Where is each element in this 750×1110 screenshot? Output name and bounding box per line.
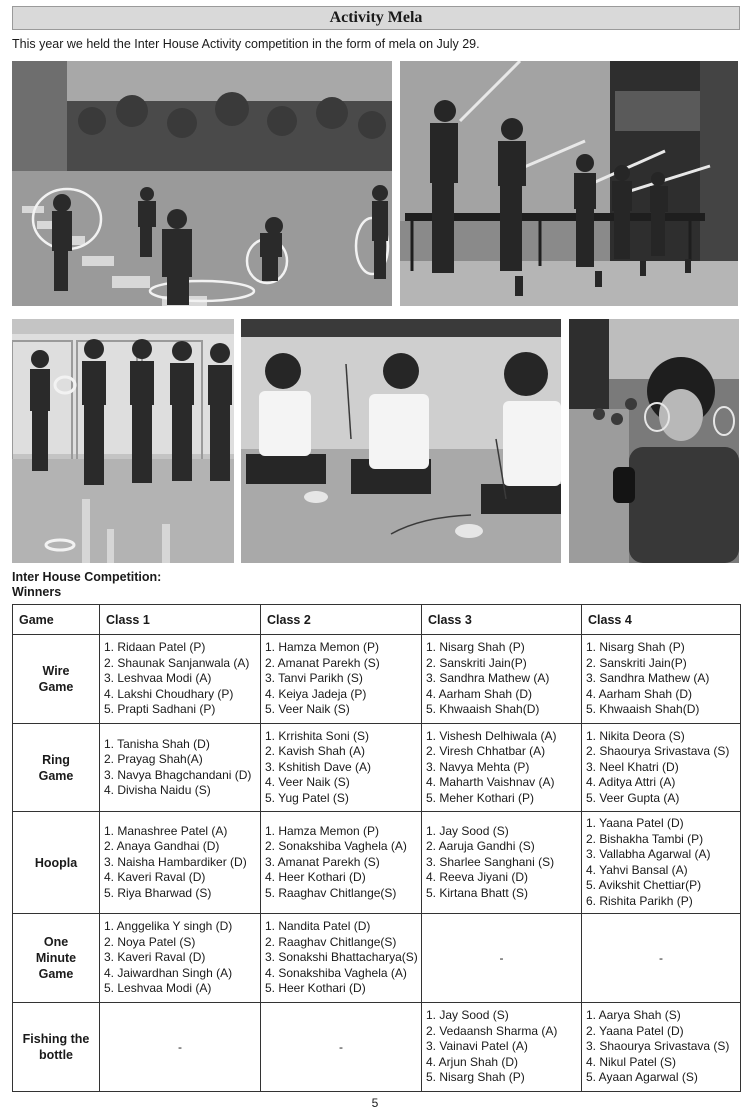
winner-entry: 3. Sonakshi Bhattacharya(S) — [265, 950, 418, 965]
title-bar — [12, 6, 740, 30]
winner-entry: 1. Nikita Deora (S) — [586, 728, 685, 743]
winner-entry: 5. Leshvaa Modi (A) — [104, 981, 212, 996]
winners-cell — [261, 635, 422, 724]
winner-entry: 3. Amanat Parekh (S) — [265, 854, 380, 869]
winner-entry: 2. Sonakshiba Vaghela (A) — [265, 839, 407, 854]
winner-entry: 6. Rishita Parikh (P) — [586, 893, 693, 908]
winners-list — [586, 1008, 740, 1086]
winner-entry: 3. Navya Mehta (P) — [426, 759, 530, 774]
winner-entry: 4. Divisha Naidu (S) — [104, 783, 211, 797]
winner-entry: 2. Amanat Parekh (S) — [265, 655, 380, 670]
winners-list — [265, 729, 421, 807]
winner-entry: 4. Aarham Shah (D) — [586, 686, 693, 701]
winner-entry: 5. Khwaaish Shah(D) — [586, 702, 700, 717]
winner-entry: 1. Hamza Memon (P) — [265, 640, 380, 655]
winners-list — [426, 729, 581, 807]
winner-entry: 3. Navya Bhagchandani (D) — [104, 767, 252, 782]
winner-entry: 2. Shaunak Sanjanwala (A) — [104, 655, 250, 670]
winner-entry: 2. Prayag Shah(A) — [104, 752, 203, 766]
winner-entry: 5. Khwaaish Shah(D) — [426, 702, 540, 717]
winner-entry: 4. Kaveri Raval (D) — [104, 870, 206, 885]
table-header-row — [13, 605, 741, 635]
winner-entry: 1. Manashree Patel (A) — [104, 823, 228, 838]
winner-entry: 4. Heer Kothari (D) — [265, 870, 366, 885]
winner-entry: 1. Aarya Shah (S) — [586, 1008, 681, 1023]
winner-entry: 1. Nandita Patel (D) — [265, 919, 371, 934]
photo-hula-hoops — [12, 61, 392, 306]
winner-entry: 4. Reeva Jiyani (D) — [426, 870, 529, 885]
winner-entry: 5. Heer Kothari (D) — [265, 981, 366, 996]
empty-cell: - — [582, 914, 741, 1003]
winner-entry: 3. Kaveri Raval (D) — [104, 950, 206, 965]
winners-list — [265, 640, 421, 718]
winner-entry: 2. Kavish Shah (A) — [265, 744, 366, 759]
winner-entry: 5. Veer Gupta (A) — [586, 790, 680, 805]
photo-wire-game — [569, 319, 739, 563]
empty-cell: - — [100, 1003, 261, 1092]
winners-cell — [100, 812, 261, 914]
winner-entry: 2. Viresh Chhatbar (A) — [426, 744, 546, 759]
competition-title: Inter House Competition: — [12, 570, 162, 584]
table-row — [13, 1003, 741, 1092]
game-name — [13, 812, 100, 914]
winner-entry: 5. Kirtana Bhatt (S) — [426, 885, 529, 900]
winner-entry: 3. Sharlee Sanghani (S) — [426, 854, 555, 869]
winners-cell — [582, 724, 741, 812]
winners-cell — [261, 724, 422, 812]
table-row — [13, 914, 741, 1003]
winner-entry: 3. Sandhra Mathew (A) — [586, 671, 710, 686]
winners-list — [104, 737, 260, 799]
winner-entry: 5. Avikshit Chettiar(P) — [586, 878, 702, 892]
winner-entry: 5. Yug Patel (S) — [265, 790, 349, 805]
winner-entry: 4. Nikul Patel (S) — [586, 1054, 677, 1069]
game-label: Wire Game — [38, 664, 74, 694]
winners-cell — [422, 1003, 582, 1092]
winner-entry: 2. Vedaansh Sharma (A) — [426, 1023, 558, 1038]
winner-entry: 3. Kshitish Dave (A) — [265, 759, 372, 774]
winners-list — [265, 919, 421, 997]
competition-heading — [12, 570, 161, 600]
winner-entry: 3. Tanvi Parikh (S) — [265, 671, 363, 686]
winner-entry: 1. Anggelika Y singh (D) — [104, 919, 233, 934]
header-class-3: Class 3 — [422, 605, 582, 635]
winners-list — [586, 816, 740, 909]
photo-floor-activity — [241, 319, 561, 563]
winner-entry: 4. Maharth Vaishnav (A) — [426, 775, 555, 790]
winner-entry: 5. Ayaan Agarwal (S) — [586, 1070, 698, 1085]
winner-entry: 3. Shaourya Srivastava (S) — [586, 1039, 730, 1054]
winner-entry: 2. Anaya Gandhai (D) — [104, 839, 220, 854]
winner-entry: 3. Sandhra Mathew (A) — [426, 671, 550, 686]
winners-cell — [582, 635, 741, 724]
winner-entry: 5. Nisarg Shah (P) — [426, 1070, 525, 1085]
winner-entry: 2. Raaghav Chitlange(S) — [265, 934, 397, 949]
winner-entry: 4. Arjun Shah (D) — [426, 1054, 519, 1069]
page-title: Activity Mela — [329, 9, 423, 26]
winner-entry: 5. Prapti Sadhani (P) — [104, 702, 216, 717]
winner-entry: 4. Sonakshiba Vaghela (A) — [265, 965, 407, 980]
game-label: One Minute Game — [35, 935, 77, 981]
winners-cell — [100, 724, 261, 812]
winner-entry: 1. Krrishita Soni (S) — [265, 728, 370, 743]
table-row — [13, 724, 741, 812]
winner-entry: 1. Tanisha Shah (D) — [104, 736, 210, 751]
winner-entry: 5. Riya Bharwad (S) — [104, 885, 212, 900]
winner-entry: 3. Leshvaa Modi (A) — [104, 671, 212, 686]
winner-entry: 1. Jay Sood (S) — [426, 1008, 509, 1023]
winners-list — [104, 824, 260, 902]
winners-list — [104, 919, 260, 997]
table-row — [13, 812, 741, 914]
winners-cell — [582, 812, 741, 914]
winner-entry: 4. Aditya Attri (A) — [586, 775, 676, 790]
winner-entry: 1. Hamza Memon (P) — [265, 823, 380, 838]
winner-entry: 1. Yaana Patel (D) — [586, 816, 684, 830]
winner-entry: 3. Vainavi Patel (A) — [426, 1039, 528, 1054]
photo-hoopla — [12, 319, 234, 563]
winner-entry: 2. Sanskriti Jain(P) — [586, 655, 687, 670]
winner-entry: 1. Nisarg Shah (P) — [426, 640, 525, 655]
winner-entry: 5. Meher Kothari (P) — [426, 790, 535, 805]
game-name — [13, 635, 100, 724]
winner-entry: 1. Nisarg Shah (P) — [586, 640, 685, 655]
winners-cell — [582, 1003, 741, 1092]
header-game: Game — [13, 605, 100, 635]
winner-entry: 5. Veer Naik (S) — [265, 702, 350, 717]
winner-entry: 2. Aaruja Gandhi (S) — [426, 839, 535, 854]
winner-entry: 3. Neel Khatri (D) — [586, 759, 679, 774]
winners-list — [426, 824, 581, 902]
winner-entry: 2. Sanskriti Jain(P) — [426, 655, 527, 670]
winners-list — [265, 824, 421, 902]
game-label: Fishing the bottle — [22, 1032, 90, 1062]
winners-cell — [422, 812, 582, 914]
photo-fishing-bottle — [400, 61, 738, 306]
header-class-4: Class 4 — [582, 605, 741, 635]
winners-cell — [261, 812, 422, 914]
header-class-1: Class 1 — [100, 605, 261, 635]
winner-entry: 3. Vallabha Agarwal (A) — [586, 847, 711, 861]
winner-entry: 2. Bishakha Tambi (P) — [586, 831, 704, 846]
header-class-2: Class 2 — [261, 605, 422, 635]
winners-list — [104, 640, 260, 718]
empty-cell: - — [261, 1003, 422, 1092]
winner-entry: 2. Yaana Patel (D) — [586, 1023, 684, 1038]
winner-entry: 4. Keiya Jadeja (P) — [265, 686, 367, 701]
winner-entry: 4. Aarham Shah (D) — [426, 686, 533, 701]
page-number: 5 — [371, 1096, 379, 1110]
table-row — [13, 635, 741, 724]
winner-entry: 4. Lakshi Choudhary (P) — [104, 686, 234, 701]
winners-cell — [422, 724, 582, 812]
winner-entry: 1. Vishesh Delhiwala (A) — [426, 728, 557, 743]
winners-list — [586, 640, 740, 718]
winner-entry: 4. Jaiwardhan Singh (A) — [104, 965, 233, 980]
winner-entry: 4. Veer Naik (S) — [265, 775, 350, 790]
winner-entry: 2. Noya Patel (S) — [104, 934, 196, 949]
game-label: Ring Game — [38, 752, 74, 783]
game-name — [13, 724, 100, 812]
winner-entry: 1. Ridaan Patel (P) — [104, 640, 206, 655]
winners-cell — [100, 914, 261, 1003]
winner-entry: 5. Raaghav Chitlange(S) — [265, 885, 397, 900]
winner-entry: 3. Naisha Hambardiker (D) — [104, 854, 247, 869]
intro-text: This year we held the Inter House Activity competition in the form of mela on July 29. — [12, 37, 480, 51]
winners-cell — [422, 635, 582, 724]
winners-table — [12, 604, 741, 1092]
winners-list — [426, 640, 581, 718]
winners-list — [426, 1008, 581, 1086]
game-label: Hoopla — [34, 855, 78, 870]
winner-entry: 1. Jay Sood (S) — [426, 823, 509, 838]
winner-entry: 4. Yahvi Bansal (A) — [586, 862, 688, 877]
winners-title: Winners — [12, 585, 62, 599]
winners-cell — [100, 635, 261, 724]
game-name — [13, 914, 100, 1003]
winners-list — [586, 729, 740, 807]
game-name — [13, 1003, 100, 1092]
empty-cell: - — [422, 914, 582, 1003]
winner-entry: 2. Shaourya Srivastava (S) — [586, 744, 730, 759]
winners-cell — [261, 914, 422, 1003]
